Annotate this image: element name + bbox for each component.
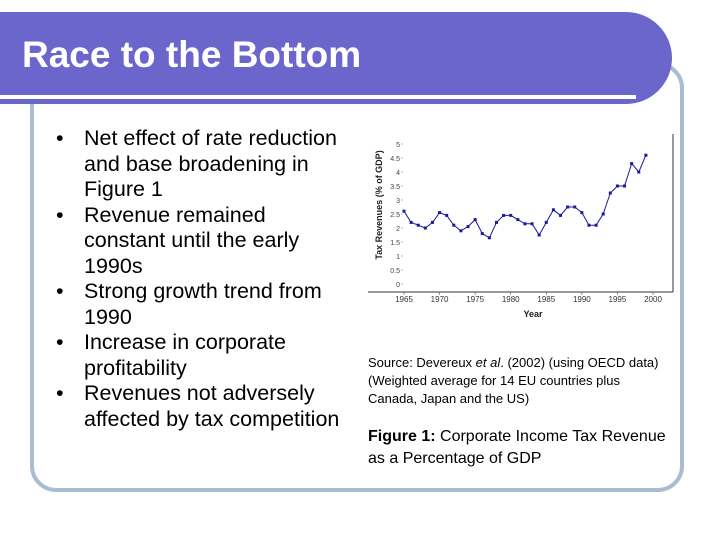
data-point	[616, 185, 619, 188]
data-point	[431, 221, 434, 224]
chart-frame	[368, 134, 673, 292]
y-tick-label: 4.5	[390, 156, 400, 163]
data-point	[644, 154, 647, 157]
data-point	[424, 227, 427, 230]
source-etal: et al	[475, 355, 501, 370]
data-point	[467, 225, 470, 228]
x-tick-label: 1965	[395, 295, 413, 304]
series-group	[403, 154, 648, 240]
y-tick-label: 5	[396, 142, 400, 149]
data-point	[417, 224, 420, 227]
source-note	[368, 354, 668, 408]
y-tick-label: 2	[396, 226, 400, 233]
x-tick-label: 1975	[466, 295, 485, 304]
caption-text: Corporate Income Tax Revenue as a Percentage of GDP	[368, 428, 666, 467]
bullet-text: Increase in corporate profitability	[84, 330, 286, 380]
y-tick-label: 4	[396, 170, 400, 177]
data-point	[459, 229, 462, 232]
data-point	[502, 214, 505, 217]
bullet-item	[52, 126, 352, 203]
bullet-dot-icon: •	[56, 330, 64, 354]
data-point	[552, 208, 555, 211]
x-tick-labels	[395, 292, 662, 304]
data-point	[602, 213, 605, 216]
bullet-list	[52, 126, 352, 432]
y-tick-label: 1.5	[390, 240, 400, 247]
data-point	[559, 214, 562, 217]
y-tick-label: 3.5	[390, 184, 400, 191]
slide-title: Race to the Bottom	[22, 34, 362, 75]
bullet-dot-icon: •	[56, 202, 64, 227]
data-point	[509, 214, 512, 217]
data-point	[481, 232, 484, 235]
data-point	[538, 234, 541, 237]
data-point	[445, 214, 448, 217]
tax-revenue-chart	[368, 134, 678, 320]
data-point	[587, 224, 590, 227]
caption-label: Figure 1:	[368, 428, 436, 445]
data-point	[410, 221, 413, 224]
data-point	[580, 211, 583, 214]
bullet-dot-icon: •	[56, 381, 64, 405]
y-tick-labels	[390, 142, 403, 289]
bullet-dot-icon: •	[56, 279, 64, 303]
bullet-text: Strong growth trend from 1990	[84, 279, 322, 329]
data-point	[623, 185, 626, 188]
y-tick-label: 0	[396, 282, 400, 289]
title-underline	[0, 95, 636, 99]
series-line	[404, 155, 646, 238]
source-suffix: . (2002) (using OECD data)	[500, 355, 659, 370]
data-point	[495, 221, 498, 224]
data-point	[566, 206, 569, 209]
bullet-dot-icon: •	[56, 126, 64, 150]
data-point	[573, 206, 576, 209]
y-tick-label: 3	[396, 198, 400, 205]
x-tick-label: 1970	[430, 295, 449, 304]
bullet-text: Revenues not adversely affected by tax competition	[84, 381, 340, 431]
bullet-item	[52, 381, 352, 432]
y-tick-label: 1	[396, 254, 400, 261]
bullet-item	[52, 203, 352, 280]
data-point	[438, 211, 441, 214]
source-line-2: (Weighted average for 14 EU countries plus	[368, 373, 620, 388]
data-point	[403, 210, 406, 213]
bullet-text: Revenue remained constant until the early 1990s	[84, 202, 300, 278]
x-axis-label: Year	[523, 309, 543, 319]
data-point	[595, 224, 598, 227]
data-point	[452, 224, 455, 227]
y-tick-label: 2.5	[390, 212, 400, 219]
data-point	[488, 236, 491, 239]
bullet-item	[52, 330, 352, 381]
bullet-text: Net effect of rate reduction and base broadening in Figure 1	[84, 126, 337, 201]
x-tick-label: 2000	[644, 295, 662, 304]
x-tick-label: 1995	[608, 295, 627, 304]
figure-caption	[368, 426, 668, 470]
x-tick-label: 1980	[501, 295, 520, 304]
data-point	[531, 222, 534, 225]
data-point	[516, 218, 519, 221]
data-point	[637, 171, 640, 174]
data-point	[609, 192, 612, 195]
data-point	[630, 162, 633, 165]
y-tick-label: 0.5	[390, 268, 400, 275]
source-prefix: Source: Devereux	[368, 355, 476, 370]
x-tick-label: 1985	[537, 295, 556, 304]
data-point	[545, 221, 548, 224]
data-point	[523, 222, 526, 225]
bullet-item	[52, 279, 352, 330]
y-axis-label: Tax Revenues (% of GDP)	[374, 150, 384, 260]
x-tick-label: 1990	[572, 295, 591, 304]
data-point	[474, 218, 477, 221]
source-line-3: Canada, Japan and the US)	[368, 391, 530, 406]
